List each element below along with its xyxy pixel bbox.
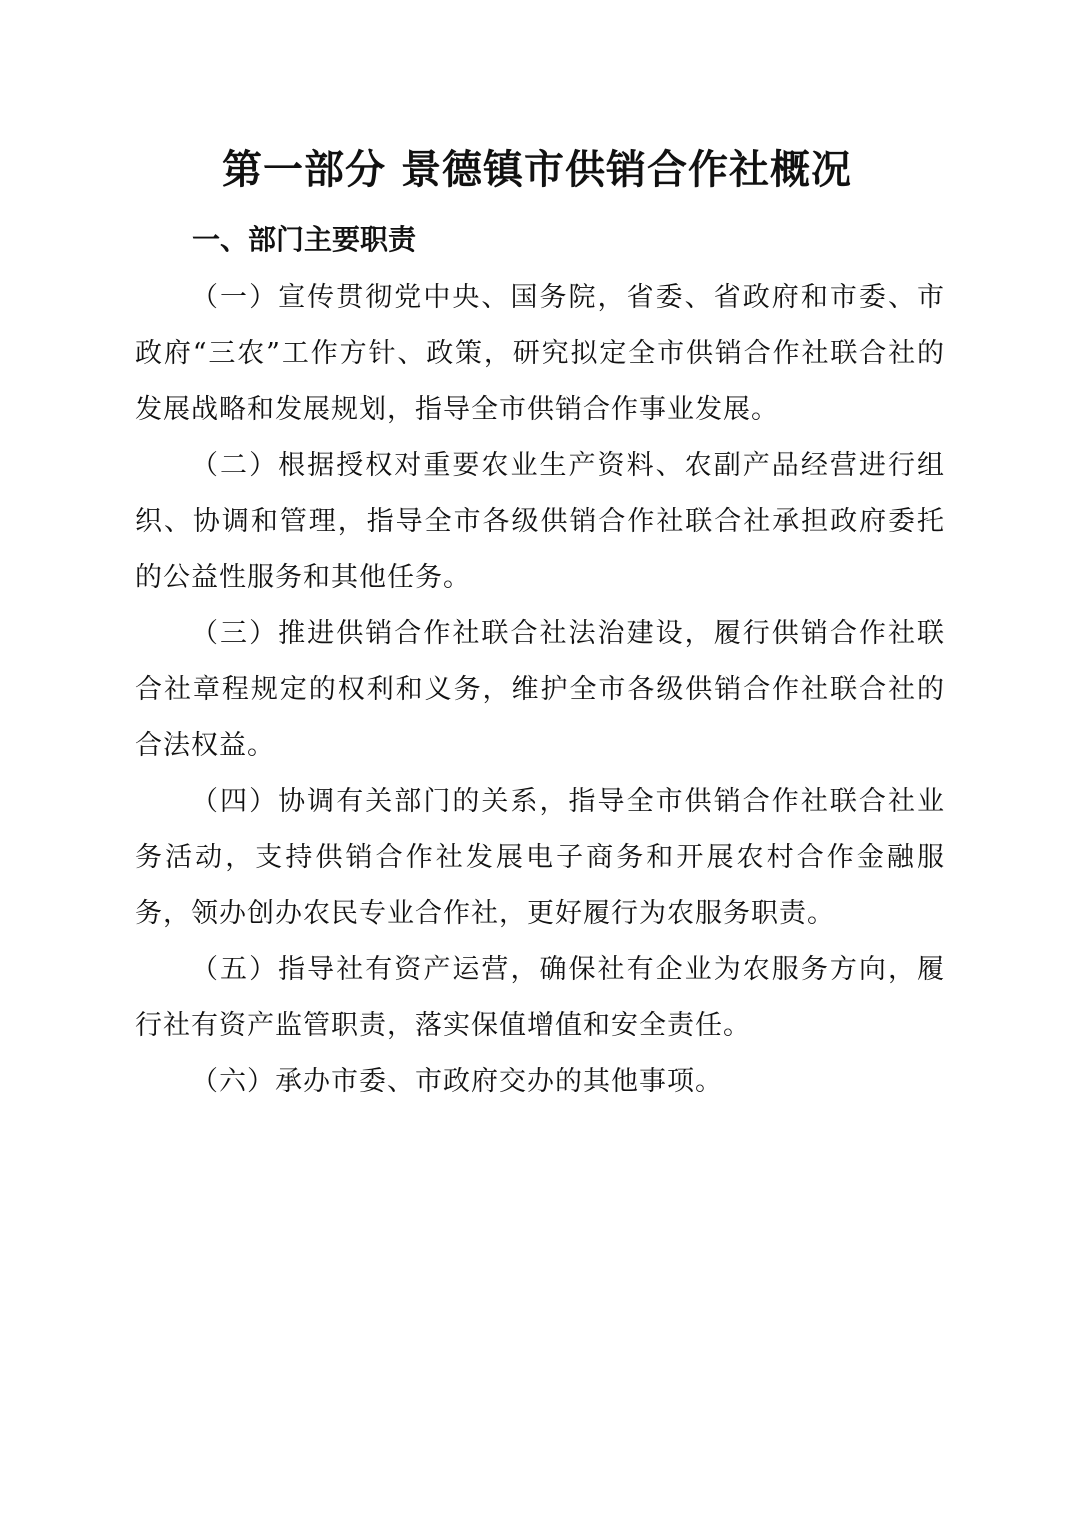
section-heading: 一、部门主要职责: [192, 223, 417, 256]
paragraph-4: （四）协调有关部门的关系，指导全市供销合作社联合社业务活动，支持供销合作社发展电子商务和开展农村合作金融服务，领办创办农民专业合作社，更好履行为农服务职责。: [135, 786, 945, 929]
paragraph-3: （三）推进供销合作社联合社法治建设，履行供销合作社联合社章程规定的权利和义务，维护全市各级供销合作社联合社的合法权益。: [135, 618, 945, 761]
paragraph-5: （五）指导社有资产运营，确保社有企业为农服务方向，履行社有资产监管职责，落实保值增值和安全责任。: [135, 954, 945, 1041]
paragraph-1: （一）宣传贯彻党中央、国务院，省委、省政府和市委、市政府“三农”工作方针、政策，研究拟定全市供销合作社联合社的发展战略和发展规划，指导全市供销合作事业发展。: [135, 282, 945, 425]
paragraph-2: （二）根据授权对重要农业生产资料、农副产品经营进行组织、协调和管理，指导全市各级供销合作社联合社承担政府委托的公益性服务和其他任务。: [135, 450, 945, 593]
body-text: [135, 270, 945, 1110]
page-title: 第一部分 景德镇市供销合作社概况: [222, 146, 852, 193]
paragraph-6: （六）承办市委、市政府交办的其他事项。: [191, 1066, 723, 1097]
